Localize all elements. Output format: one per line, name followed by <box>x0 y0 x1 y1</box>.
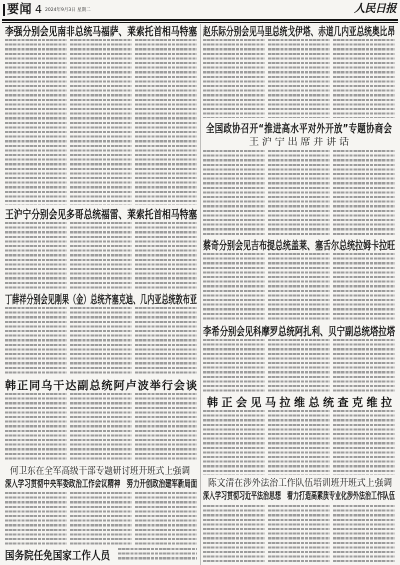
body-text-column <box>5 222 67 290</box>
page-number: 4 <box>35 3 42 16</box>
article-body <box>5 393 197 462</box>
article-headline: 李希分别会见科摩罗总统阿扎利、贝宁副总统塔拉塔 <box>203 325 396 338</box>
article-headline: 赵乐际分别会见马里总统戈伊塔、赤道几内亚总统奥比昂 <box>203 25 395 38</box>
body-text-column <box>203 339 265 392</box>
body-text-column <box>70 393 132 462</box>
article-headline: 韩正同乌干达副总统阿卢波举行会谈 <box>5 379 197 392</box>
body-text-column <box>203 253 265 321</box>
body-text-column <box>333 339 395 392</box>
body-text-column <box>70 39 132 205</box>
article-body <box>203 150 395 235</box>
article-body <box>118 548 197 562</box>
body-text-column <box>203 505 265 562</box>
article-headline: 丁薛祥分别会见刚果（金）总统齐塞克迪、几内亚总统敦布亚 <box>5 293 197 306</box>
body-text-column <box>333 150 395 235</box>
header-rule <box>2 19 398 21</box>
article-kicker: 何卫东在全军高级干部专题研讨班开班式上强调 <box>10 466 190 477</box>
body-text-column <box>5 492 67 545</box>
article-body <box>203 505 395 562</box>
body-text-column <box>70 307 132 374</box>
article-headline: 国务院任免国家工作人员 <box>5 549 111 562</box>
article-headline: 蔡奇分别会见吉布提总统盖莱、塞舌尔总统拉姆卡拉旺 <box>203 239 396 252</box>
body-text-column <box>333 410 395 475</box>
body-text-column <box>333 39 395 118</box>
body-text-column <box>118 548 197 562</box>
article-subheadline: 王沪宁出席并讲话 <box>249 137 349 148</box>
body-text-column <box>5 393 67 462</box>
column-divider <box>200 24 201 565</box>
article-headline: 李强分别会见南非总统马福萨、莱索托首相马特塞 <box>5 25 198 38</box>
body-text-column <box>268 253 330 321</box>
section-marker <box>3 4 5 16</box>
article-headline: 王沪宁分别会见多哥总统福雷、莱索托首相马特塞 <box>5 208 198 221</box>
newspaper-logo: 人民日报 <box>354 2 396 15</box>
article-kicker: 陈文清在涉外法治工作队伍培训班开班式上强调 <box>208 478 393 489</box>
section-title: 要闻 <box>7 2 33 16</box>
body-text-column <box>5 307 67 374</box>
article-body <box>203 39 395 118</box>
article-body <box>5 492 197 545</box>
article-body <box>203 410 395 475</box>
article-headline: 韩正会见马拉维总统查克维拉 <box>207 396 392 409</box>
body-text-column <box>268 39 330 118</box>
body-text-column <box>203 39 265 118</box>
body-text-column <box>268 505 330 562</box>
article-body <box>203 253 395 321</box>
body-text-column <box>333 253 395 321</box>
body-text-column <box>268 150 330 235</box>
article-body <box>5 307 197 374</box>
article-headline: 全国政协召开“推进高水平对外开放”专题协商会 <box>206 122 392 135</box>
article-body <box>5 39 197 205</box>
body-text-column <box>333 505 395 562</box>
body-text-column <box>135 39 197 205</box>
issue-date: 2024年9月3日 星期二 <box>45 8 91 13</box>
body-text-column <box>135 492 197 545</box>
body-text-column <box>5 39 67 205</box>
body-text-column <box>135 307 197 374</box>
body-text-column <box>70 492 132 545</box>
body-text-column <box>203 410 265 475</box>
body-text-column <box>268 410 330 475</box>
body-text-column <box>70 222 132 290</box>
body-text-column <box>135 222 197 290</box>
article-headline: 深入学习贯彻中央军委政治工作会议精神 努力开创政治建军新局面 <box>5 479 198 490</box>
body-text-column <box>135 393 197 462</box>
article-body <box>203 339 395 392</box>
body-text-column <box>203 150 265 235</box>
article-body <box>5 222 197 290</box>
body-text-column <box>268 339 330 392</box>
article-headline: 深入学习贯彻习近平法治思想 着力打造高素质专业化涉外法治工作队伍 <box>203 491 395 502</box>
header-rule-thin <box>2 22 398 23</box>
